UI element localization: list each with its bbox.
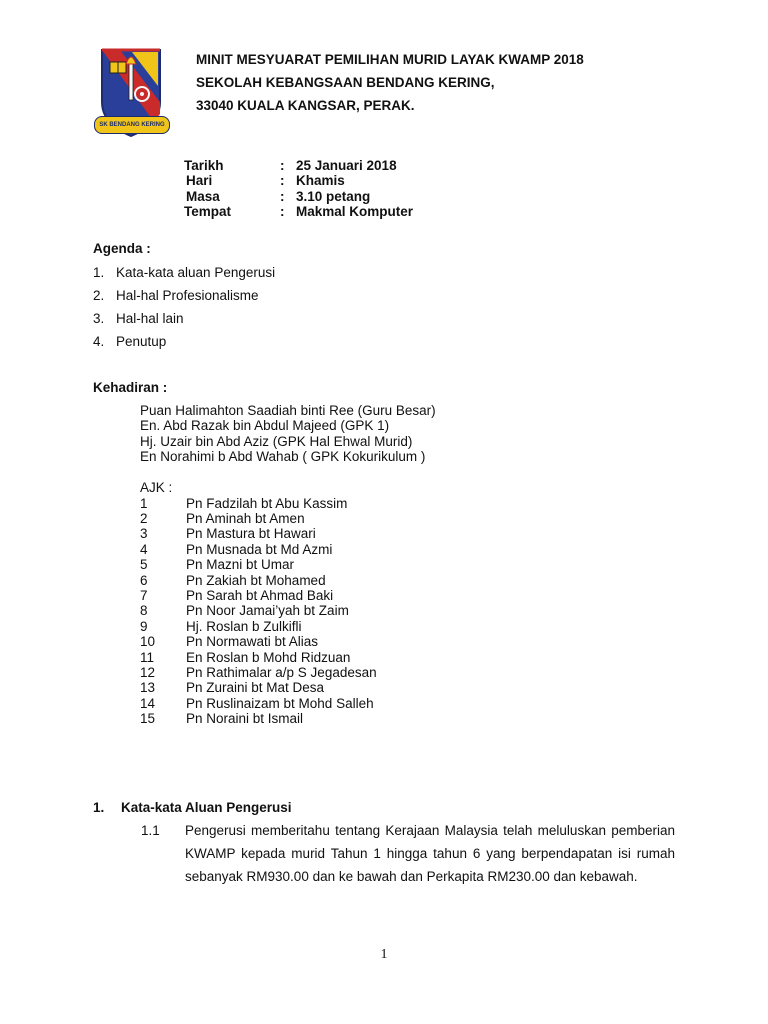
- info-colon: :: [280, 189, 285, 204]
- ajk-member-name: En Roslan b Mohd Ridzuan: [186, 650, 351, 665]
- info-value-tarikh: 25 Januari 2018: [296, 158, 397, 173]
- crest-banner: [94, 116, 170, 134]
- ajk-number: 2: [140, 511, 148, 526]
- official-name: Puan Halimahton Saadiah binti Ree (Guru Besar): [140, 403, 436, 418]
- ajk-number: 10: [140, 634, 156, 649]
- ajk-number: 13: [140, 680, 156, 695]
- ajk-member-name: Hj. Roslan b Zulkifli: [186, 619, 302, 634]
- ajk-number: 9: [140, 619, 148, 634]
- ajk-member-name: Pn Mazni bt Umar: [186, 557, 295, 572]
- agenda-title: Agenda :: [93, 241, 151, 256]
- ajk-member-name: Pn Musnada bt Md Azmi: [186, 542, 333, 557]
- header-title-line2: SEKOLAH KEBANGSAAN BENDANG KERING,: [196, 75, 495, 90]
- ajk-member-name: Pn Rathimalar a/p S Jegadesan: [186, 665, 377, 680]
- ajk-member-name: Pn Ruslinaizam bt Mohd Salleh: [186, 696, 374, 711]
- school-crest-logo: [96, 42, 166, 142]
- ajk-member-name: Pn Normawati bt Alias: [186, 634, 319, 649]
- section1-title: Kata-kata Aluan Pengerusi: [121, 800, 292, 815]
- ajk-member-name: Pn Fadzilah bt Abu Kassim: [186, 496, 348, 511]
- ajk-member-name: Pn Mastura bt Hawari: [186, 526, 316, 541]
- agenda-item-number: 3.: [93, 311, 105, 326]
- official-name: En Norahimi b Abd Wahab ( GPK Kokurikulum ): [140, 449, 426, 464]
- ajk-number: 6: [140, 573, 148, 588]
- info-label-masa: Masa: [186, 189, 220, 204]
- ajk-number: 15: [140, 711, 156, 726]
- info-colon: :: [280, 158, 285, 173]
- ajk-number: 3: [140, 526, 148, 541]
- agenda-item-text: Kata-kata aluan Pengerusi: [116, 265, 276, 280]
- ajk-number: 1: [140, 496, 148, 511]
- agenda-item-text: Penutup: [116, 334, 167, 349]
- agenda-item-number: 1.: [93, 265, 105, 280]
- ajk-member-name: Pn Noraini bt Ismail: [186, 711, 304, 726]
- agenda-item-number: 2.: [93, 288, 105, 303]
- page-number: 1: [380, 947, 388, 962]
- info-value-masa: 3.10 petang: [296, 189, 371, 204]
- info-label-tempat: Tempat: [184, 204, 232, 219]
- section1-item-number: 1.1: [141, 823, 160, 838]
- ajk-number: 14: [140, 696, 156, 711]
- agenda-item-text: Hal-hal Profesionalisme: [116, 288, 259, 303]
- ajk-member-name: Pn Zuraini bt Mat Desa: [186, 680, 325, 695]
- ajk-number: 4: [140, 542, 148, 557]
- crest-banner-text: SK BENDANG KERING: [99, 122, 165, 128]
- info-colon: :: [280, 173, 285, 188]
- section1-item-text: Pengerusi memberitahu tentang Kerajaan Malaysia telah meluluskan pemberian KWAMP kepada murid Tahun 1 hingga tahun 6 yang berpendapatan isi rumah sebanyak RM930.00 dan ke bawah dan Perkapita RM230.00 dan kebawah.: [185, 823, 675, 884]
- ajk-number: 5: [140, 557, 148, 572]
- agenda-item-text: Hal-hal lain: [116, 311, 184, 326]
- ajk-number: 12: [140, 665, 156, 680]
- info-label-hari: Hari: [186, 173, 213, 188]
- info-colon: :: [280, 204, 285, 219]
- official-name: En. Abd Razak bin Abdul Majeed (GPK 1): [140, 418, 390, 433]
- info-value-tempat: Makmal Komputer: [296, 204, 414, 219]
- info-label-tarikh: Tarikh: [184, 158, 224, 173]
- ajk-member-name: Pn Aminah bt Amen: [186, 511, 305, 526]
- official-name: Hj. Uzair bin Abd Aziz (GPK Hal Ehwal Murid): [140, 434, 413, 449]
- info-value-hari: Khamis: [296, 173, 345, 188]
- header-title-line1: MINIT MESYUARAT PEMILIHAN MURID LAYAK KWAMP 2018: [196, 52, 584, 67]
- ajk-number: 7: [140, 588, 148, 603]
- header-address: 33040 KUALA KANGSAR, PERAK.: [196, 98, 415, 113]
- attendance-title: Kehadiran :: [93, 380, 168, 395]
- ajk-member-name: Pn Zakiah bt Mohamed: [186, 573, 326, 588]
- ajk-member-name: Pn Sarah bt Ahmad Baki: [186, 588, 334, 603]
- ajk-member-name: Pn Noor Jamai’yah bt Zaim: [186, 603, 349, 618]
- agenda-item-number: 4.: [93, 334, 105, 349]
- ajk-title: AJK :: [140, 480, 173, 495]
- ajk-number: 11: [140, 650, 155, 665]
- section1-number: 1.: [93, 800, 105, 815]
- ajk-number: 8: [140, 603, 148, 618]
